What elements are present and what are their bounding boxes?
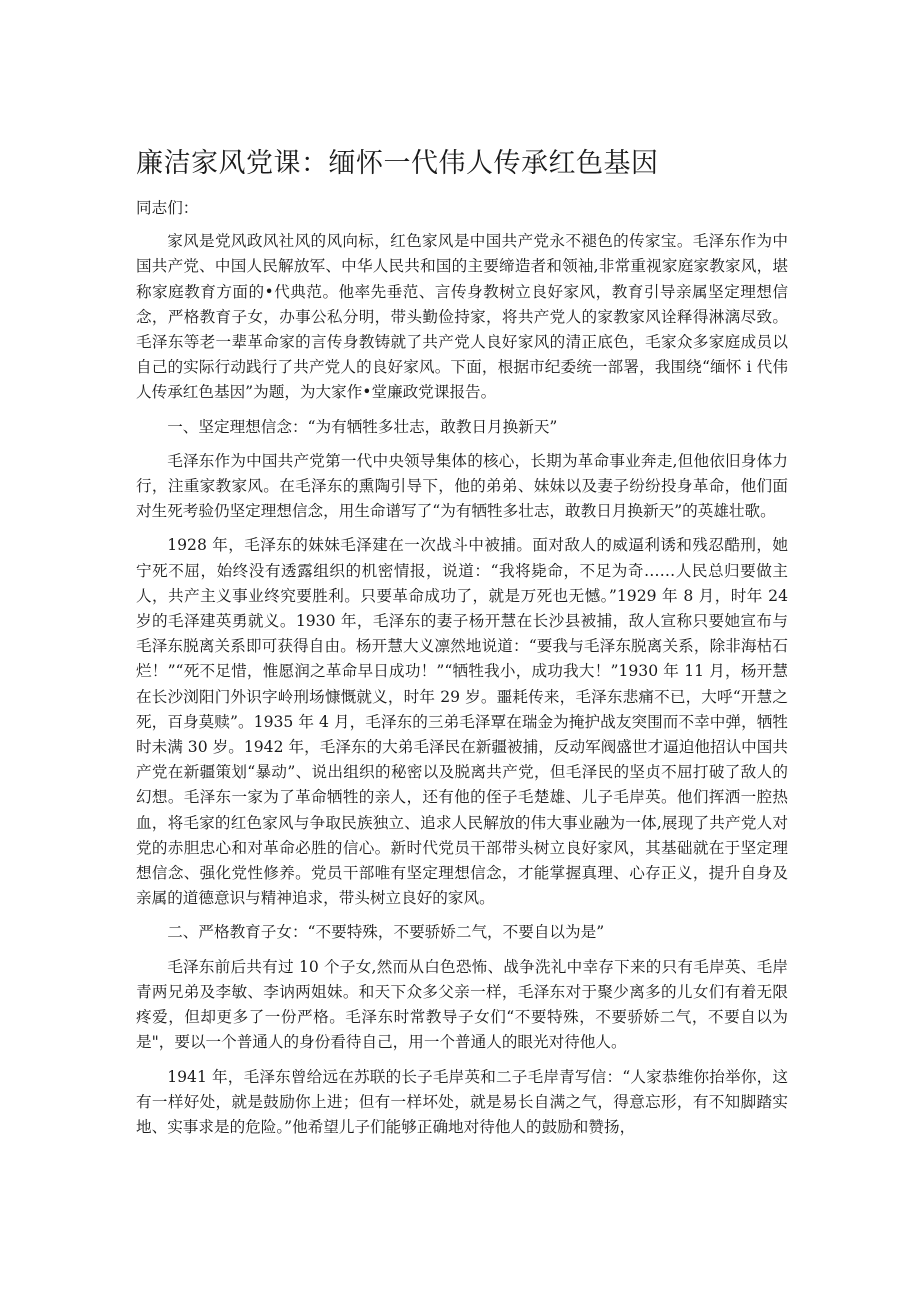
intro-paragraph: 家风是党风政风社风的风向标，红色家风是中国共产党永不褪色的传家宝。毛泽东作为中国共产党、中国人民解放军、中华人民共和国的主要缔造者和领袖,非常重视家庭家教家风，堪称家庭教育方面的•代典范。他率先垂范、言传身教树立良好家风，教育引导亲属坚定理想信念，严格教育子女，办事公私分明，带头勤俭持家，将共产党人的家教家风诠释得淋漓尽致。毛泽东等老一辈革命家的言传身教铸就了共产党人良好家风的清正底色，毛家众多家庭成员以自己的实际行动践行了共产党人的良好家风。下面，根据市纪委统一部署，我围绕“缅怀 i 代伟人传承红色基因”为题，为大家作•堂廉政党课报告。 bbox=[136, 232, 788, 402]
body-paragraph: 1928 年，毛泽东的妹妹毛泽建在一次战斗中被捕。面对敌人的威逼利诱和残忍酷刑，她宁死不屈，始终没有透露组织的机密情报，说道：“我将毙命，不足为奇……人民总归要做主人，共产主义事业终究要胜利。只要革命成功了，就是万死也无憾。”1929 年 8 月，时年 24 岁的毛泽建英勇就义。1930 年，毛泽东的妻子杨开慧在长沙县被捕，敌人宣称只要她宣布与毛泽东脱离关系即可获得自由。杨开慧大义凛然地说道：“要我与毛泽东脱离关系，除非海枯石烂！”“死不足惜，惟愿润之革命早日成功！”“牺牲我小，成功我大！”1930 年 11 月，杨开慧在长沙浏阳门外识字岭刑场慷慨就义，时年 29 岁。噩耗传来，毛泽东悲痛不已，大呼“开慧之死，百身莫赎”。1935 年 4 月，毛泽东的三弟毛泽覃在瑞金为掩护战友突围而不幸中弹，牺牲时未满 30 岁。1942 年，毛泽东的大弟毛泽民在新疆被捕，反动军阀盛世才逼迫他招认中国共产党在新疆策划“暴动”、说出组织的秘密以及脱离共产党，但毛泽民的坚贞不屈打破了敌人的幻想。毛泽东一家为了革命牺牲的亲人，还有他的侄子毛楚雄、儿子毛岸英。他们挥洒一腔热血，将毛家的红色家风与争取民族独立、追求人民解放的伟大事业融为一体,展现了共产党人对党的赤胆忠心和对革命必胜的信心。新时代党员干部带头树立良好家风，其基础就在于坚定理想信念、强化党性修养。党员干部唯有坚定理想信念，才能掌握真理、心存正义，提升自身及亲属的道德意识与精神追求，带头树立良好的家风。 bbox=[136, 536, 788, 908]
document-title: 廉洁家风党课：缅怀一代伟人传承红色基因 bbox=[136, 148, 659, 179]
body-paragraph: 1941 年，毛泽东曾给远在苏联的长子毛岸英和二子毛岸青写信：“人家恭维你抬举你，这有一样好处，就是鼓励你上进；但有一样坏处，就是易长自满之气，得意忘形，有不知脚踏实地、实事求是的危险。”他希望儿子们能够正确地对待他人的鼓励和赞扬， bbox=[136, 1067, 788, 1136]
document-body bbox=[136, 196, 788, 1149]
body-paragraph: 毛泽东作为中国共产党第一代中央领导集体的核心，长期为革命事业奔走,但他依旧身体力行，注重家教家风。在毛泽东的熏陶引导下，他的弟弟、妹妹以及妻子纷纷投身革命，他们面对生死考验仍坚定理想信念，用生命谱写了“为有牺牲多壮志，敢教日月换新天”的英雄壮歌。 bbox=[136, 451, 788, 521]
body-paragraph: 毛泽东前后共有过 10 个子女,然而从白色恐怖、战争洗礼中幸存下来的只有毛岸英、毛岸青两兄弟及李敏、李讷两姐妹。和天下众多父亲一样，毛泽东对于聚少离多的儿女们有着无限疼爱，但却更多了一份严格。毛泽东时常教导子女们“不要特殊，不要骄娇二气，不要自以为是"，要以一个普通人的身份看待自己，用一个普通人的眼光对待他人。 bbox=[136, 957, 788, 1052]
section-heading-1: 一、坚定理想信念：“为有牺牲多壮志，敢教日月换新天” bbox=[167, 417, 558, 436]
salutation: 同志们： bbox=[136, 199, 199, 217]
section-heading-2: 二、严格教育子女：“不要特殊，不要骄娇二气，不要自以为是” bbox=[167, 923, 605, 942]
